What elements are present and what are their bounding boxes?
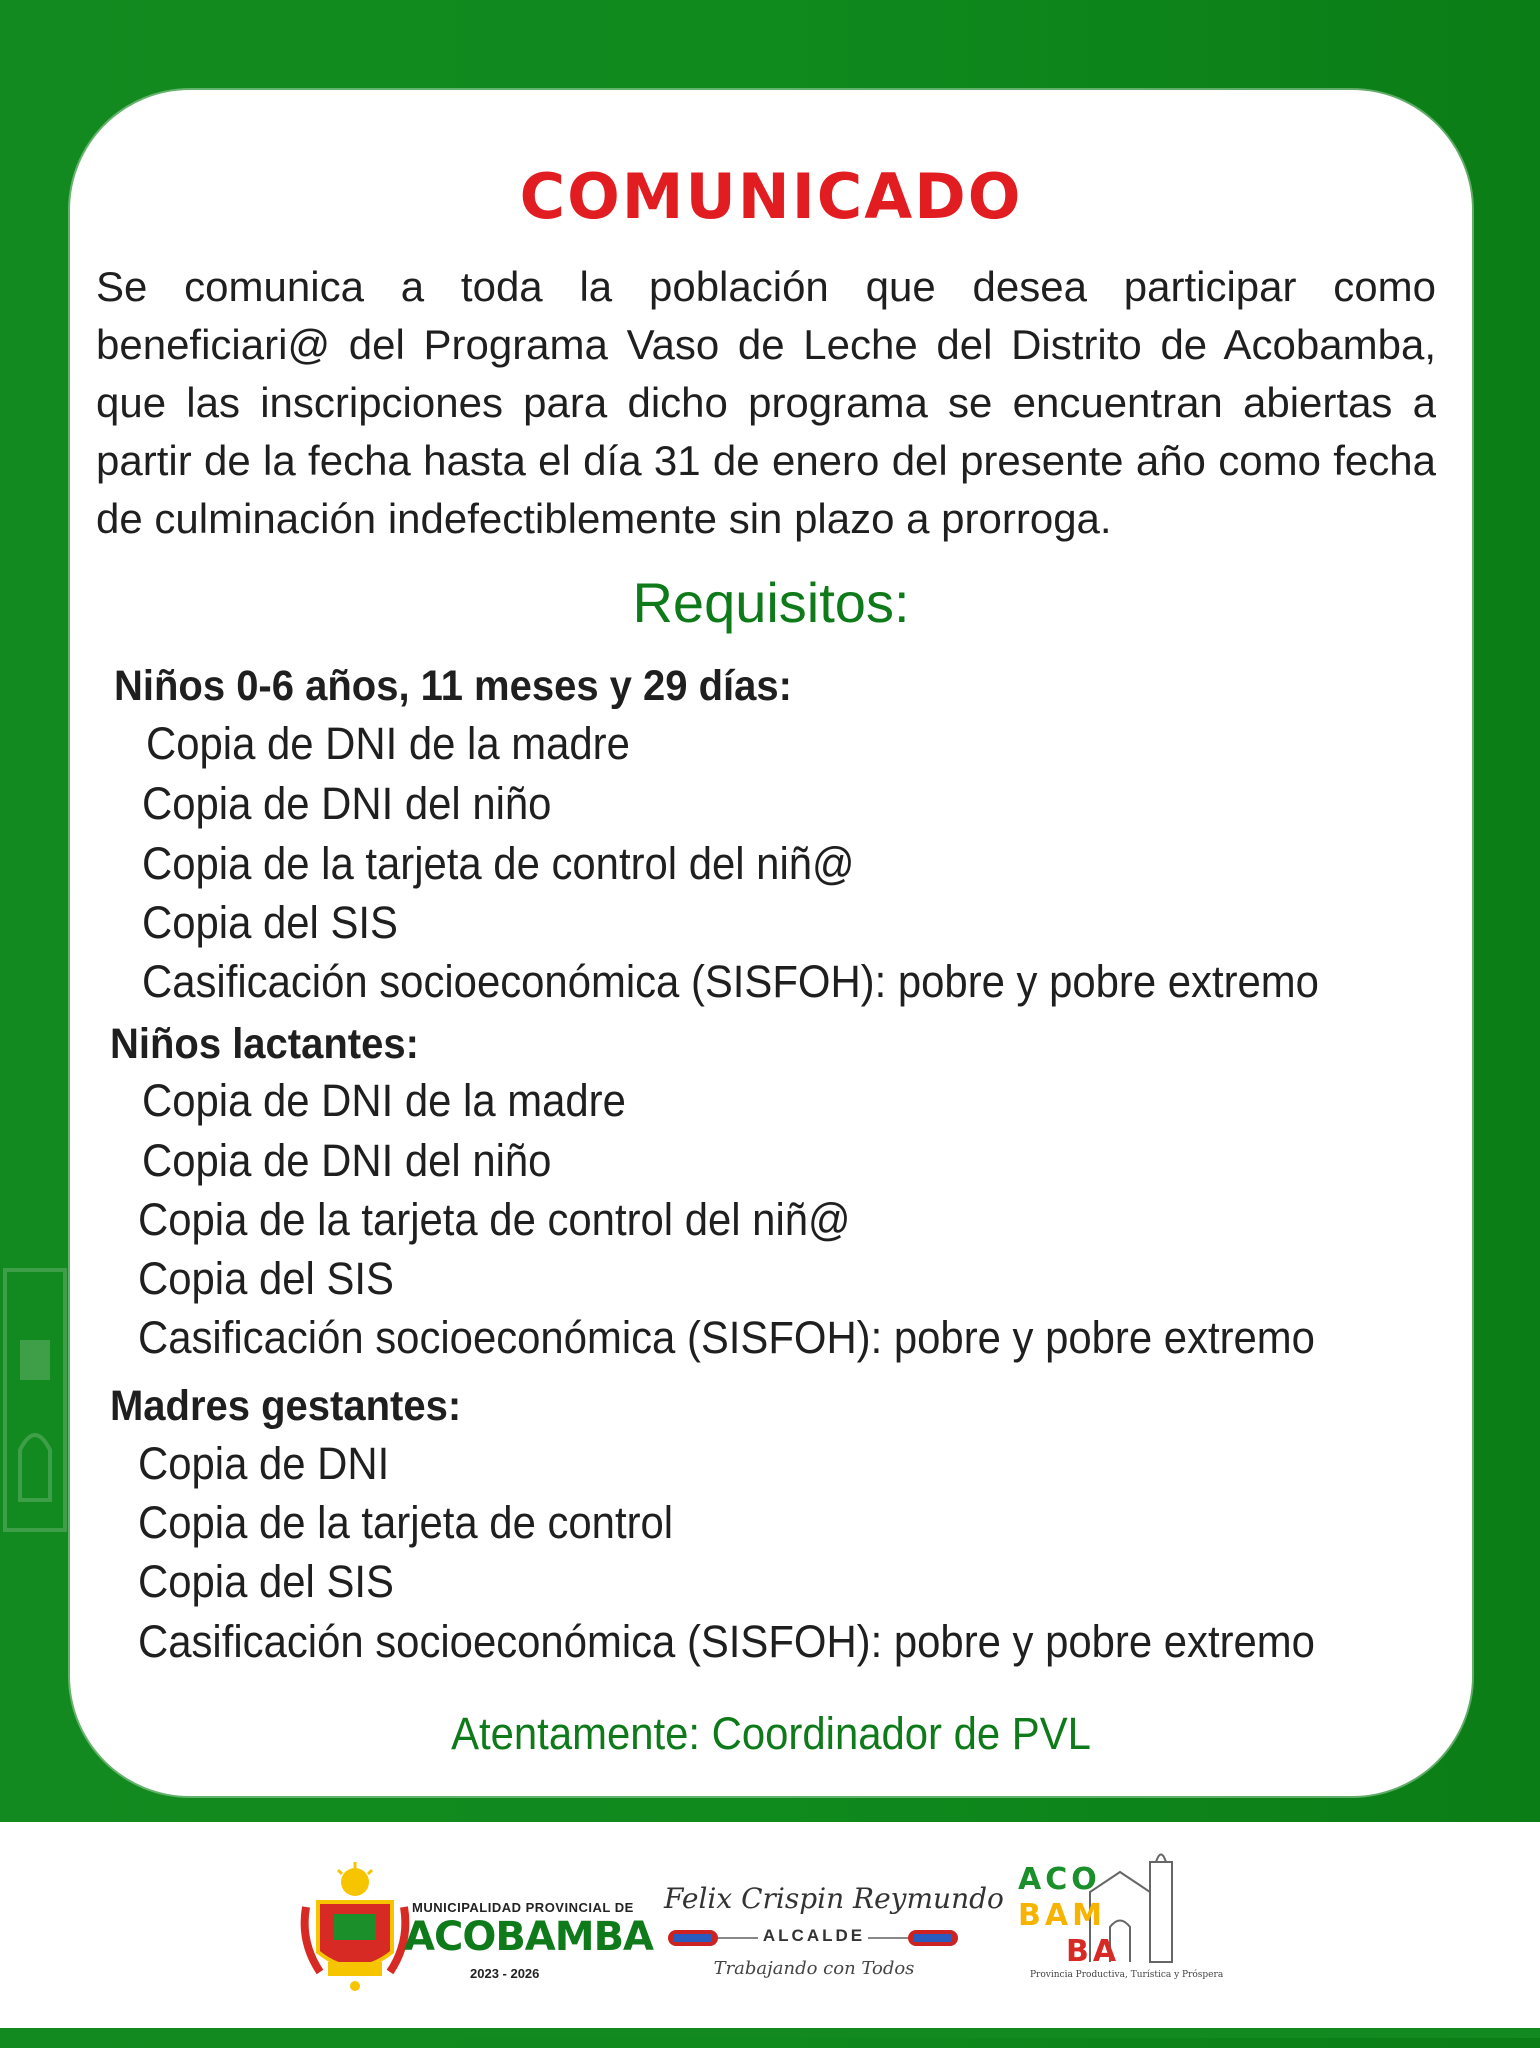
category-title: Madres gestantes:	[110, 1382, 462, 1430]
municipality-years: 2023 - 2026	[470, 1966, 540, 1981]
list-item: Copia de la tarjeta de control del niñ@	[138, 1194, 851, 1245]
mayor-role: ALCALDE	[762, 1926, 866, 1945]
mayor-motto: Trabajando con Todos	[713, 1958, 915, 1979]
province-logo	[1010, 1842, 1224, 2012]
signature: Atentamente: Coordinador de PVL	[451, 1708, 1091, 1759]
announcement-card	[70, 90, 1472, 1796]
list-item: Casificación socioeconómica (SISFOH): pobre y pobre extremo	[138, 1616, 1315, 1667]
intro-paragraph: Se comunica a toda la población que desea participar como beneficiari@ del Programa Vaso de Leche del Distrito de Acobamba, que las inscripciones para dicho programa se encuentran abiertas a partir de la fecha hasta el día 31 de enero del presente año como fecha de culminación indefectiblemente sin plazo a prorroga.	[96, 263, 1436, 542]
province-slogan: Provincia Productiva, Turística y Próspera	[1030, 1970, 1224, 1980]
mayor-logo	[664, 1882, 1004, 2012]
mayor-name: Felix Crispin Reymundo	[664, 1882, 1004, 1915]
list-item: Copia del SIS	[142, 897, 398, 948]
municipality-name: ACOBAMBA	[404, 1914, 654, 1960]
municipality-subtitle: MUNICIPALIDAD PROVINCIAL DE	[412, 1900, 634, 1915]
list-item: Copia del SIS	[138, 1556, 394, 1607]
requirements-list	[70, 90, 1472, 1796]
list-item: Copia de la tarjeta de control del niñ@	[142, 838, 855, 889]
category-title: Niños 0-6 años, 11 meses y 29 días:	[114, 662, 792, 710]
category-title: Niños lactantes:	[110, 1020, 419, 1068]
list-item: Copia de DNI de la madre	[146, 718, 630, 769]
municipality-logo	[300, 1862, 654, 1992]
list-item: Casificación socioeconómica (SISFOH): pobre y pobre extremo	[142, 956, 1319, 1007]
requirements-heading: Requisitos:	[632, 571, 910, 634]
footer-logos	[0, 1822, 1540, 2038]
list-item: Copia de la tarjeta de control	[138, 1497, 674, 1548]
list-item: Copia de DNI de la madre	[142, 1075, 626, 1126]
list-item: Casificación socioeconómica (SISFOH): pobre y pobre extremo	[138, 1312, 1315, 1363]
province-logo-text: BAM	[1018, 1898, 1106, 1933]
province-logo-text: BA	[1066, 1934, 1121, 1969]
municipality-seal-icon	[300, 1862, 410, 1992]
list-item: Copia de DNI del niño	[142, 778, 552, 829]
page-title: COMUNICADO	[519, 160, 1023, 233]
list-item: Copia de DNI del niño	[142, 1135, 552, 1186]
list-item: Copia de DNI	[138, 1438, 390, 1489]
province-logo-text: ACO	[1018, 1862, 1101, 1897]
footer-divider	[0, 2028, 1540, 2038]
list-item: Copia del SIS	[138, 1253, 394, 1304]
